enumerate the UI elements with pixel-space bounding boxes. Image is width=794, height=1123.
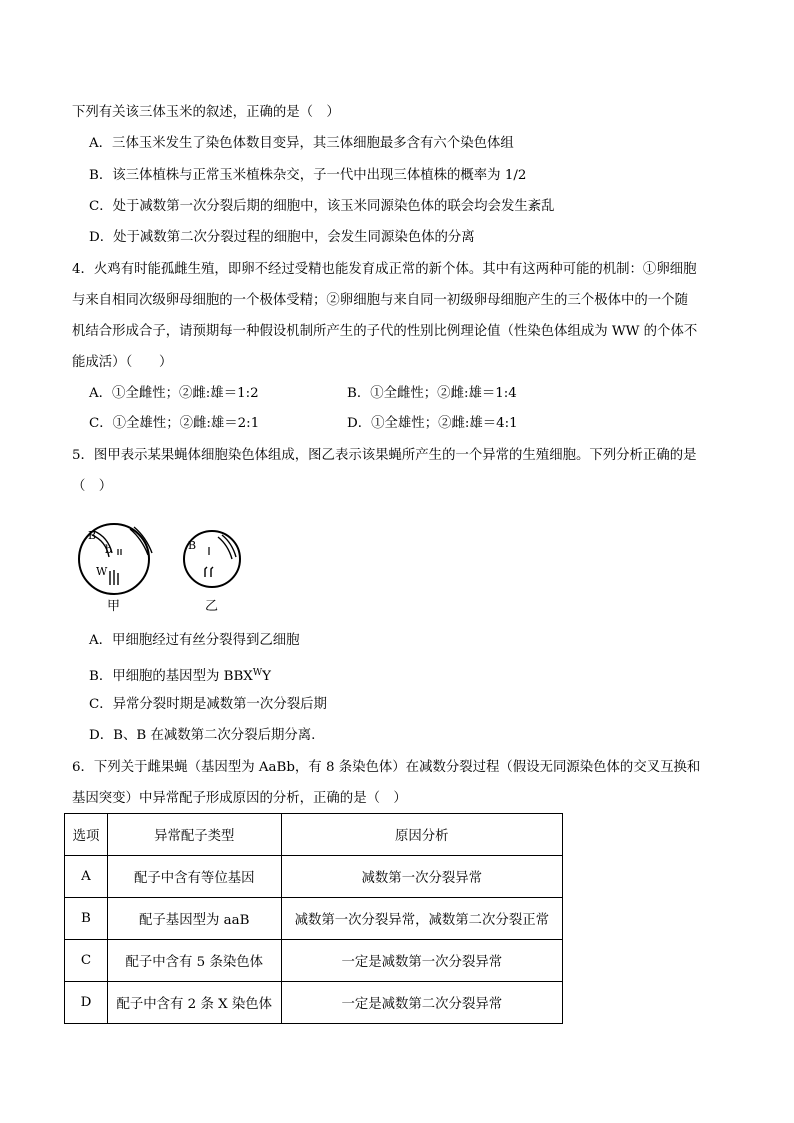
table-header-row — [65, 814, 563, 856]
table-header-option: 选项 — [65, 814, 108, 856]
cell-jia-caption: 甲 — [107, 599, 121, 614]
q6-stem-line-1: 6．下列关于雌果蝇（基因型为 AaBb，有 8 条染色体）在减数分裂过程（假设无同源染色体的交叉互换和 — [72, 760, 701, 775]
q4-options-row-2 — [89, 415, 518, 433]
table-row — [65, 940, 563, 982]
table-cell: 减数第一次分裂异常 — [281, 856, 562, 898]
q3-option-b: B．该三体植株与正常玉米植株杂交，子一代中出现三体植株的概率为 1/2 — [89, 168, 527, 183]
q3-option-a: A．三体玉米发生了染色体数目变异，其三体细胞最多含有六个染色体组 — [89, 136, 514, 151]
q6-stem-line-2: 基因突变）中异常配子形成原因的分析，正确的是（ ） — [72, 791, 407, 806]
table-header-cause: 原因分析 — [281, 814, 562, 856]
q5-figure — [72, 515, 252, 615]
cell-yi-caption: 乙 — [205, 599, 219, 614]
table-cell: C — [65, 940, 108, 982]
table-row — [65, 982, 563, 1024]
cell-yi-label-b: B — [188, 539, 197, 552]
q4-option-c: C．①全雄性；②雌:雄＝2:1 — [89, 416, 260, 431]
q4-stem-line-1: 4．火鸡有时能孤雌生殖，即卵不经过受精也能发育成正常的新个体。其中有这两种可能的机制：①卵细胞 — [72, 262, 697, 277]
q5-option-b-suffix: Y — [262, 669, 271, 684]
cell-yi — [184, 531, 240, 587]
q5-option-b — [89, 664, 271, 686]
table-cell: 配子中含有等位基因 — [107, 856, 281, 898]
cell-jia-label-w: W — [96, 565, 108, 578]
table-cell: 一定是减数第一次分裂异常 — [281, 940, 562, 982]
cell-diagram — [72, 515, 252, 615]
q5-option-a: A．甲细胞经过有丝分裂得到乙细胞 — [89, 633, 300, 648]
q4-option-a: A．①全雌性；②雌:雄＝1:2 — [89, 386, 259, 401]
q3-stem: 下列有关该三体玉米的叙述，正确的是（ ） — [72, 105, 340, 120]
table-cell: B — [65, 898, 108, 940]
q5-stem-line-2: （ ） — [72, 479, 113, 494]
q6-table — [64, 813, 563, 1024]
q3-option-c: C．处于减数第一次分裂后期的细胞中，该玉米同源染色体的联会均会发生紊乱 — [89, 199, 555, 214]
table-cell: D — [65, 982, 108, 1024]
q4-stem-line-4: 能成活）（ ） — [72, 355, 173, 370]
table-cell: 配子中含有 2 条 X 染色体 — [107, 982, 281, 1024]
q5-stem-line-1: 5．图甲表示某果蝇体细胞染色体组成，图乙表示该果蝇所产生的一个异常的生殖细胞。下列分析正确的是 — [72, 448, 697, 463]
table-row — [65, 898, 563, 940]
q5-option-b-prefix: B．甲细胞的基因型为 BBX — [89, 669, 253, 684]
q4-options-row-1 — [89, 385, 517, 403]
q4-option-d: D．①全雄性；②雌:雄＝4:1 — [347, 416, 518, 431]
q4-stem-line-3: 机结合形成合子，请预期每一种假设机制所产生的子代的性别比例理论值（性染色体组成为 WW 的个体不 — [72, 324, 698, 339]
cell-jia — [79, 524, 152, 594]
table-cell: 一定是减数第二次分裂异常 — [281, 982, 562, 1024]
table-cell: A — [65, 856, 108, 898]
q5-option-b-superscript: W — [252, 668, 263, 678]
table-cell: 配子中含有 5 条染色体 — [107, 940, 281, 982]
q5-option-c: C．异常分裂时期是减数第一次分裂后期 — [89, 697, 327, 712]
cell-jia-label-b-upper: B — [88, 529, 97, 542]
q4-stem-line-2: 与来自相同次级卵母细胞的一个极体受精；②卵细胞与来自同一初级卵母细胞产生的三个极体中的一个随 — [72, 293, 688, 308]
q4-option-b: B．①全雌性；②雌:雄＝1:4 — [347, 386, 517, 401]
cell-jia-label-b-lower: b — [105, 543, 113, 556]
table-cell: 配子基因型为 aaB — [107, 898, 281, 940]
q3-option-d: D．处于减数第二次分裂过程的细胞中，会发生同源染色体的分离 — [89, 230, 475, 245]
table-cell: 减数第一次分裂异常，减数第二次分裂正常 — [281, 898, 562, 940]
table-header-gamete-type: 异常配子类型 — [107, 814, 281, 856]
q5-option-d: D．B、B 在减数第二次分裂后期分离. — [89, 728, 316, 743]
table-row — [65, 856, 563, 898]
